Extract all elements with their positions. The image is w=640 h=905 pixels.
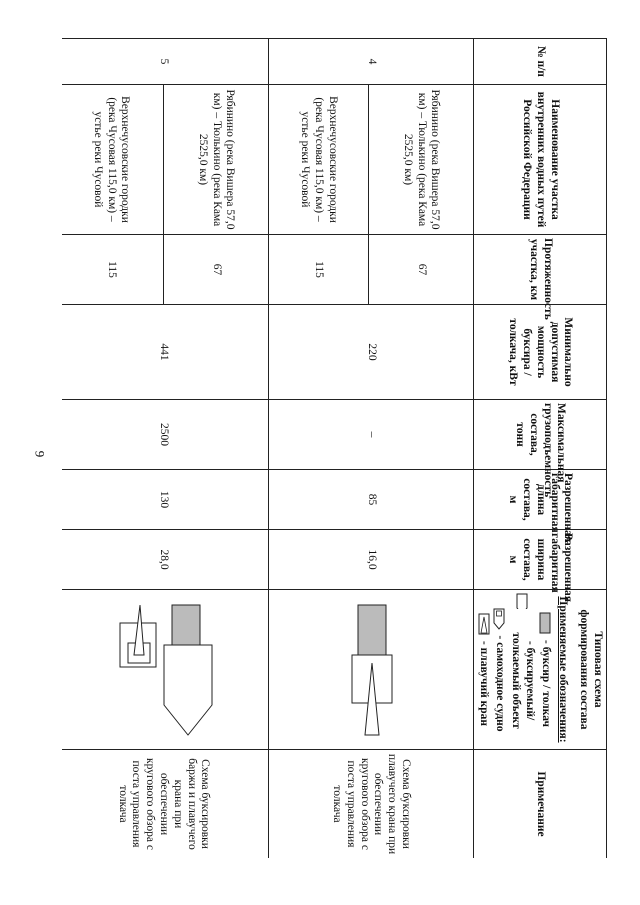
section-name-cell: Верхнечусовские городки (река Чусовая 115,0 км) – устье реки Чусовой <box>268 85 368 235</box>
header-scheme <box>473 590 606 750</box>
section-name-cell: Рябинино (река Вишера 57,0 км) – Тюлькино (река Кама 2525,0 км) <box>163 85 268 235</box>
length-cell: 115 <box>268 235 368 305</box>
note-cell: Схема буксировки баржи и плавучего крана при обеспечении кругового обзора с поста управления толкача <box>62 750 268 859</box>
allowed-length-cell: 85 <box>268 470 473 530</box>
section-name-cell: Верхнечусовские городки (река Чусовая 115,0 км) – устье реки Чусовой <box>62 85 163 235</box>
legend-item-selfpropelled <box>492 608 506 732</box>
table-row <box>163 39 268 859</box>
legend-label-crane: - плавучий кран <box>478 640 491 727</box>
length-cell: 67 <box>368 235 473 305</box>
min-power-cell: 220 <box>268 305 473 400</box>
header-num: № п/п <box>473 39 606 85</box>
row-number: 4 <box>268 39 473 85</box>
legend-title: Применяемые обозначения: <box>557 596 570 743</box>
legend-item-barge <box>508 593 536 746</box>
regulation-table <box>62 38 607 858</box>
header-allowed-length: Разрешенная габаритная длина состава, м <box>473 470 606 530</box>
legend-item-crane <box>477 613 491 726</box>
note-cell: Схема буксировки плавучего крана при обеспечении кругового обзора с поста управления толкача <box>268 750 473 859</box>
barge-crane-tow-scheme-icon <box>108 595 218 745</box>
header-length: Протяженность участка, км <box>473 235 606 305</box>
header-note: Примечание <box>473 750 606 859</box>
length-cell: 115 <box>62 235 163 305</box>
allowed-length-cell: 130 <box>62 470 268 530</box>
scheme-cell <box>62 590 268 750</box>
scheme-legend <box>476 593 604 746</box>
max-capacity-cell: – <box>268 400 473 470</box>
page-number: 9 <box>32 450 48 458</box>
crane-tow-scheme-icon <box>336 595 406 745</box>
header-min-power: Минимально допустимая мощность буксира / толкача, кВт <box>473 305 606 400</box>
row-number: 5 <box>62 39 268 85</box>
legend-label-tug: - буксир / толкач <box>539 640 552 727</box>
header-allowed-width: Разрешенная габаритная ширина состава, м <box>473 530 606 590</box>
max-capacity-cell: 2500 <box>62 400 268 470</box>
legend-label-selfpropelled: - самоходное судно <box>494 635 507 732</box>
barge-symbol-icon <box>516 593 528 609</box>
header-row <box>473 39 606 859</box>
allowed-width-cell: 28,0 <box>62 530 268 590</box>
allowed-width-cell: 16,0 <box>268 530 473 590</box>
floating-crane-icon <box>478 613 490 635</box>
scheme-title: Типовая схема формирования состава <box>578 609 604 730</box>
tug-symbol-icon <box>539 612 551 634</box>
table-container <box>62 38 607 858</box>
header-section-name: Наименование участка внутренних водных путей Российской Федерации <box>473 85 606 235</box>
min-power-cell: 441 <box>62 305 268 400</box>
legend-label-barge: - буксируемый/ толкаемый объект <box>510 632 536 729</box>
length-cell: 67 <box>163 235 268 305</box>
self-propelled-vessel-icon <box>493 608 505 630</box>
section-name-cell: Рябинино (река Вишера 57,0 км) – Тюлькино (река Кама 2525,0 км) <box>368 85 473 235</box>
header-max-capacity: Максимальная грузоподъемность состава, тонн <box>473 400 606 470</box>
table-row <box>368 39 473 859</box>
scheme-cell <box>268 590 473 750</box>
legend-item-tug <box>538 612 552 727</box>
rotated-table <box>62 38 607 858</box>
